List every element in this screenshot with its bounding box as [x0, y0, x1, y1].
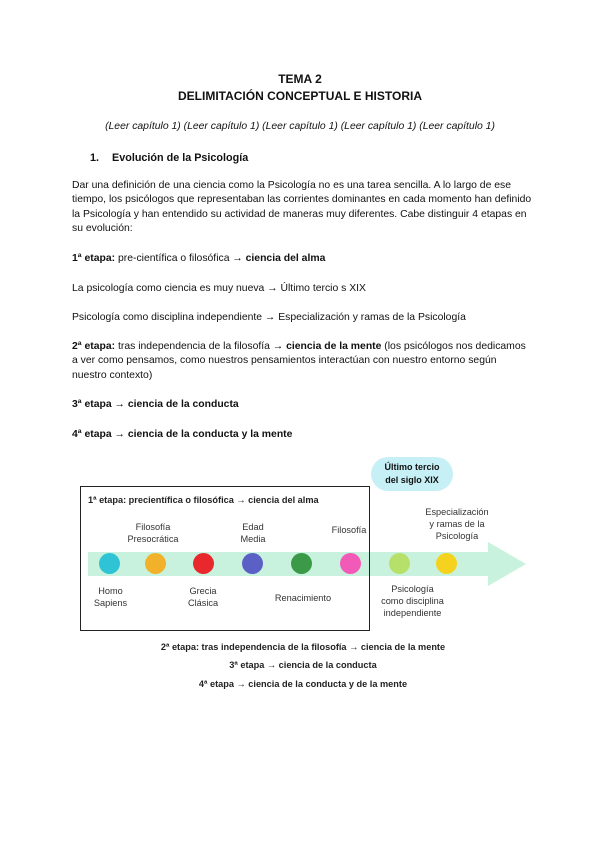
label-independent-discipline: Psicología como disciplina independiente	[381, 584, 444, 618]
label-philosophy: Filosofía	[331, 525, 367, 535]
box-title: 1ª etapa: precientífica o filosófica → ciencia del alma	[88, 495, 319, 505]
dot-homo-sapiens	[99, 553, 120, 574]
stage2-rest: (los psicólogos nos dedicamos a ver como pensamos, como nuestros pensamientos interactúan con nuestro entorno según nuestro contexto)	[72, 341, 526, 381]
section-heading	[90, 152, 248, 164]
caption-stage4: 4ª etapa → ciencia de la conducta y de la mente	[198, 679, 408, 689]
badge-last-third-19th-century: Último tercio del siglo XIX	[371, 457, 453, 491]
stage2-label: 2ª etapa:	[72, 341, 116, 352]
page-subtitle: DELIMITACIÓN CONCEPTUAL E HISTORIA	[177, 89, 422, 103]
stage1-box	[80, 486, 370, 631]
section-title: Evolución de la Psicología	[112, 152, 249, 164]
label-middle-ages: Edad Media	[240, 522, 266, 544]
label-renaissance: Renacimiento	[274, 593, 332, 603]
label-classical-greece: Grecia Clásica	[187, 586, 219, 608]
label-specialization: Especialización y ramas de la Psicología	[425, 507, 489, 541]
dot-specialization	[436, 553, 457, 574]
caption-stage3: 3ª etapa → ciencia de la conducta	[229, 660, 377, 670]
dot-classical-greece	[193, 553, 214, 574]
stage4-line: 4ª etapa → ciencia de la conducta y la mente	[72, 429, 293, 440]
dot-independent-discipline	[389, 553, 410, 574]
intro-paragraph: Dar una definición de una ciencia como la Psicología no es una tarea sencilla. A lo largo de ese tiempo, los psicólogos que representaban las corrientes dominantes en cada momento han definido la Psicología y han entendido su actividad de maneras muy diferentes. Cabe distinguir 4 etapas en su evolución:	[72, 180, 532, 235]
stage2-bold: ciencia de la mente	[286, 341, 382, 352]
label-presocratic-philosophy: Filosofía Presocrática	[127, 522, 179, 544]
stage2-text: tras independencia de la filosofía →	[115, 341, 287, 352]
discipline-line: Psicología como disciplina independiente → Especialización y ramas de la Psicología	[72, 312, 466, 323]
dot-philosophy	[340, 553, 361, 574]
stage3-line: 3ª etapa → ciencia de la conducta	[72, 399, 239, 410]
stage1-text: pre-científica o filosófica →	[115, 253, 246, 264]
section-number: 1.	[90, 152, 100, 164]
stage1-bold: ciencia del alma	[245, 253, 326, 264]
page-title: TEMA 2	[278, 72, 322, 86]
stage2-paragraph	[72, 340, 532, 383]
dot-renaissance	[291, 553, 312, 574]
caption-stage2: 2ª etapa: tras independencia de la filosofía → ciencia de la mente	[160, 642, 446, 652]
reading-note	[0, 121, 600, 132]
stage1-line	[72, 252, 532, 266]
stage1-label: 1ª etapa:	[72, 253, 116, 264]
dot-middle-ages	[242, 553, 263, 574]
new-science-line: La psicología como ciencia es muy nueva → Último tercio s XIX	[72, 283, 366, 294]
timeline-figure	[68, 452, 538, 692]
reading-note-text: (Leer capítulo 1) (Leer capítulo 1) (Leer capítulo 1) (Leer capítulo 1) (Leer capítulo 1)	[105, 121, 495, 132]
label-homo-sapiens: Homo Sapiens	[93, 586, 128, 608]
dot-presocratic	[145, 553, 166, 574]
